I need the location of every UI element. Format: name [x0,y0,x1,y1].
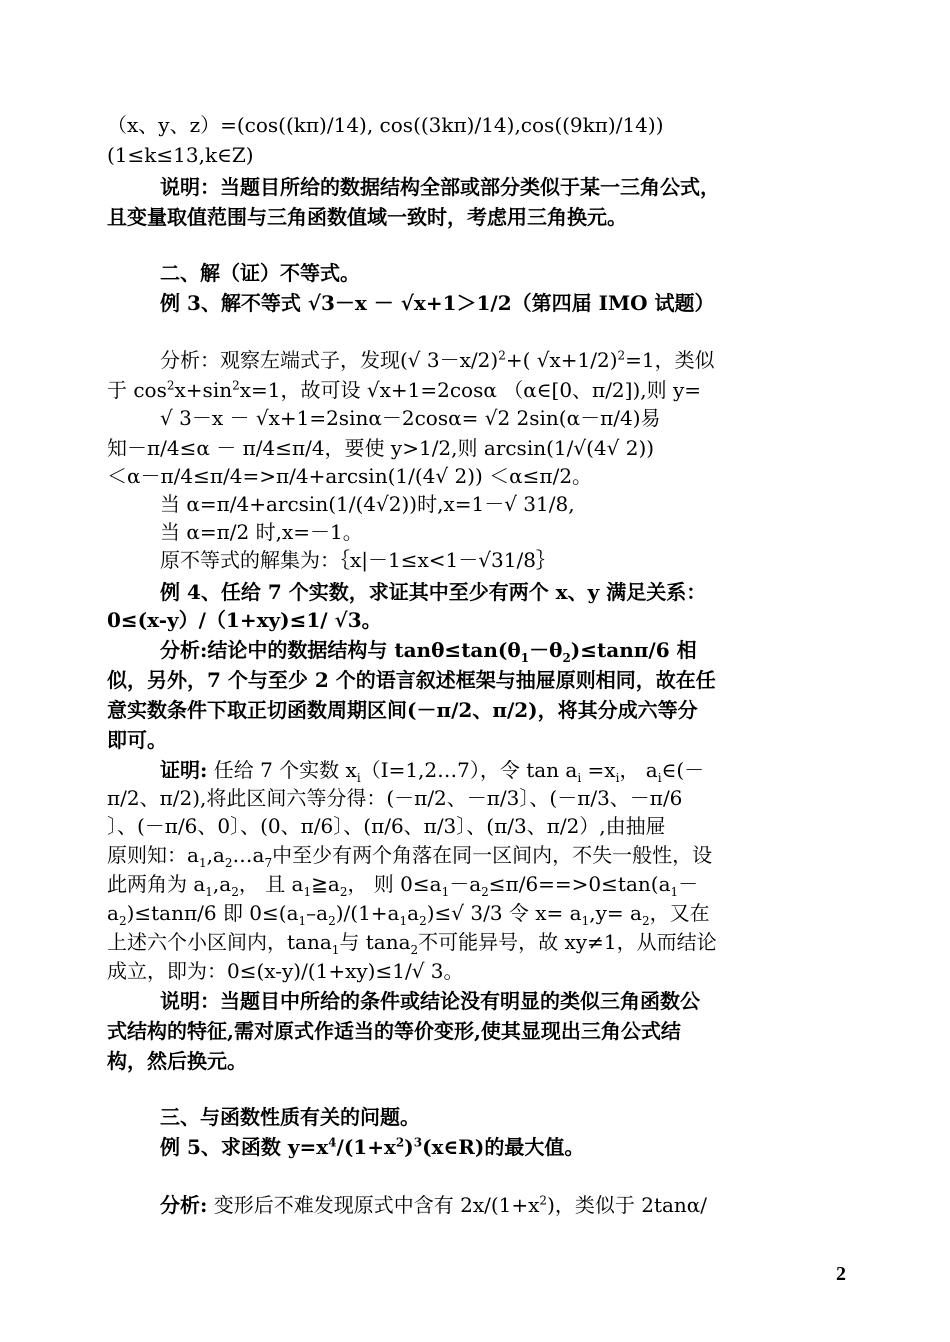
analysis-line: 似，另外，7 个与至少 2 个的语言叙述框架与抽屉原则相同，故在任 [107,668,716,692]
text-line: 知－π/4≤α － π/4≤π/4，要使 y>1/2,则 arcsin(1/√(4√ 2)) [107,436,655,460]
text-line: 原不等式的解集为：｛x|－1≤x<1－√31/8｝ [160,548,556,572]
note-line: 说明：当题目所给的数据结构全部或部分类似于某一三角公式， [160,175,720,199]
text-line: 于 $\cos^2x+\sin^2x=1$，故可设 √x+1=2cosα （α∈[0、π/2]),则 y= [107,378,702,402]
proof-line: 上述六个小区间内，tana$_1$与 tana$_2$不可能异号，故 xy≠1，从而结论 [107,930,717,957]
text-line: 当 α=π/2 时,x=－1。 [160,520,363,544]
analysis-line: 分析:结论中的数据结构与 $\tan\theta\le\tan(\theta_1-\theta_2)\le\tan\pi/6$ 相 [160,638,697,665]
section-heading: 二、解（证）不等式。 [160,261,360,285]
analysis-line: 分析: 变形后不难发现原式中含有 $2x/(1+x^2)$，类似于 2tanα/ [160,1193,708,1217]
text-line: ＜α－π/4≤π/4=>π/4+arcsin(1/(4√ 2)) ＜α≤π/2。 [107,464,593,488]
page-number: 2 [836,1263,846,1285]
section-heading: 三、与函数性质有关的问题。 [160,1105,420,1129]
note-line: 且变量取值范围与三角函数值域一致时，考虑用三角换元。 [107,205,627,229]
proof-line: 〕、(－π/6、0〕、(0、π/6〕、(π/6、π/3〕、(π/3、π/2）,由抽屉 [107,814,666,838]
proof-line: 证明: 任给 7 个实数 $x_i(I=1,2\dots 7)$，令 $\tan a_i =x_i$， $a_i\in(-$ [160,758,705,785]
analysis-line: 即可。 [107,728,167,752]
text-line: √ 3－x － √x+1=2sinα－2cosα= √2 2sin(α－π/4)易 [160,406,661,430]
text-line: 当 α=π/4+arcsin(1/(4√2))时,x=1－√ 31/8, [160,492,575,516]
example-heading: 例 4、任给 7 个实数，求证其中至少有两个 x、y 满足关系： [160,580,707,604]
proof-line: π/2、π/2),将此区间六等分得：(－π/2、－π/3〕、(－π/3、－π/6 [107,786,683,810]
example-heading: 例 5、求函数 $y=x^4/(1+x^2)^3(x\in R)$的最大值。 [160,1135,585,1159]
example-heading: 例 3、解不等式 √3－x － √x+1＞1/2（第四届 IMO 试题） [160,291,715,315]
note-line: 式结构的特征,需对原式作适当的等价变形,使其显现出三角公式结 [107,1019,681,1043]
text-line: (1≤k≤13,k∈Z) [107,143,254,167]
text-line: 分析：观察左端式子，发现(√ 3－x/2)$^2$+( √x+1/2)$^2$=1，类似 [160,348,715,372]
note-line: 构，然后换元。 [107,1049,247,1073]
text-line: （x、y、z）=(cos((kπ)/14), cos((3kπ)/14),cos((9kπ)/14)) [107,113,664,137]
proof-line: $a_2)\le\tan\pi/6$ 即 $0\le(a_1-a_2)/(1+a_1a_2)\le√$ 3/3 令 $x= a_1,y= a_2$，又在 [107,901,710,928]
proof-line: 此两角为 $a_1,a_2$， 且 $a_1≧a_2$， 则 $0\le a_1-a_2\le\pi/6==>0\le\tan(a_1-$ [107,872,699,899]
proof-line: 原则知：$a_1,a_2\dots a_7$中至少有两个角落在同一区间内，不失一般性，设 [107,843,713,870]
proof-line: 成立，即为：0≤(x-y)/(1+xy)≤1/√ 3。 [107,959,464,983]
analysis-line: 意实数条件下取正切函数周期区间(－π/2、π/2)，将其分成六等分 [107,698,698,722]
note-line: 说明：当题目中所给的条件或结论没有明显的类似三角函数公 [160,989,700,1013]
example-heading: 0≤(x-y）/（1+xy)≤1/ √3。 [107,608,382,632]
